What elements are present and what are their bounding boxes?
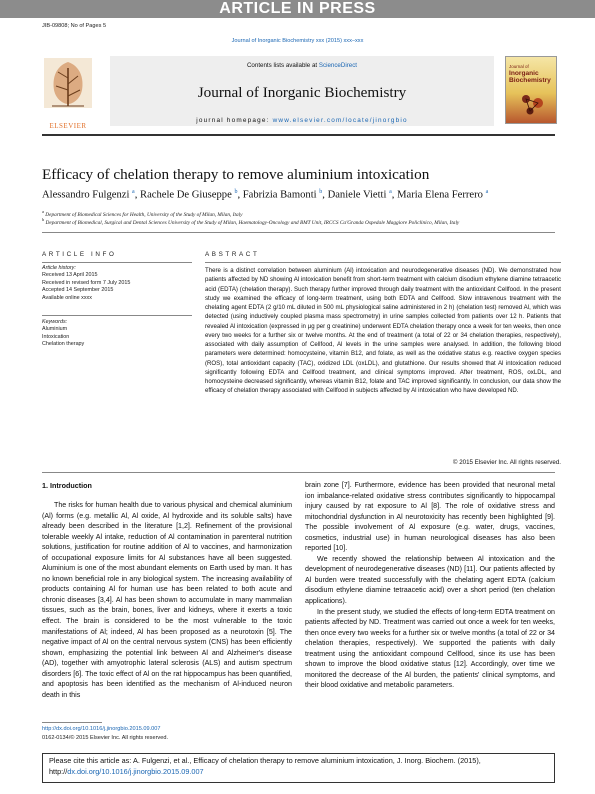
elsevier-logo: [42, 56, 94, 124]
article-id: JIB-09808; No of Pages 5: [42, 23, 107, 29]
affiliation-rule: [42, 232, 555, 233]
homepage-link[interactable]: www.elsevier.com/locate/jinorgbio: [272, 117, 408, 124]
affiliation-marker[interactable]: b: [319, 189, 323, 195]
body-paragraph: brain zone [7]. Furthermore, evidence has been provided that neuronal metal ion imbalance-related oxidative stress contributes significantly to hippocampal injury caused by rat exposure to Al [8]. The role of oxidative stress and mitochondrial dysfunction in Al neurotoxicity has recently been highlighted [9]. The possible involvement of Al exposure (e.g. water, drugs, vaccines, cosmetics, industrial use) in human neurological diseases has also been reported [10].: [305, 481, 555, 553]
body-paragraph: The risks for human health due to various physical and chemical aluminium (Al) forms (e.g. metallic Al, Al oxide, Al hydroxide and its soluble salts) have already been described in the literature [1,2]. Refinement of the provisional tolerable weekly Al intake, reduction of Al contamination in parenteral nutrition solutions, justification for routine addition of Al to vaccines, and harmonization of occupational exposure limits for Al substances have all been suggested. Aluminium is one of the most abundant elements on Earth used by man. It has no known beneficial role in any biological system. The increasing availability of products containing Al for human use has been related to both acute and chronic diseases [3,4]. Al has been shown to accumulate in many mammalian tissues, such as the brain, bones, liver and kidneys, where it exerts a toxic effect. The brain is considered to be the most vulnerable to the toxic manifestations of Al; indeed, Al has been proposed as a neurotoxin [5]. The negative impact of Al on the central nervous system (CNS) has been efficiently shown, emphasizing the potential link between Al and Alzheimer's disease (AD), together with amyotrophic lateral sclerosis (ALS) and autism spectrum disorders [6]. The toxic effect of Al on the rat hippocampus has been quantified, and apoptosis has been identified as the mechanism of Al-induced neuron death in this: [42, 501, 292, 699]
keyword: Chelation therapy: [42, 341, 85, 348]
cover-title-line-1: Journal of: [509, 64, 529, 69]
affiliation-b: $^b$ Department of Biomedical, Surgical and Dental Sciences University of the Study of Milan, Haematology-Oncology and BMT Unit, IRCCS Ca'Granda Ospedale Maggiore Policlinico, Milan, Italy: [42, 217, 460, 226]
body-paragraph: In the present study, we studied the effects of long-term EDTA treatment on patients affected by ND. Treatment was carried out once a week for ten weeks, then once every two weeks for a further six or twelve months (a total of 22 or 34 chelation therapies, respectively). We supported the patients with daily treatment using the antioxidant compound Cellfood, since its use has been shown to improve the blood oxidative status [12]. Accordingly, over time we monitored the decrease of the Al burden, the patients' clinical symptoms, and their blood oxidative and metabolic parameters.: [305, 607, 555, 690]
author-list: Alessandro Fulgenzi $^a$, Rachele De Giuseppe $^b$, Fabrizia Bamonti $^b$, Daniele Vietti $^a$, Maria Elena Ferrero $^a$: [42, 189, 489, 201]
author-name: Daniele Vietti: [327, 189, 387, 201]
history-online: Available online xxxx: [42, 294, 92, 301]
article-title: Efficacy of chelation therapy to remove aluminium intoxication: [42, 166, 430, 183]
author-name: Maria Elena Ferrero: [397, 189, 483, 201]
keywords-block: [42, 319, 192, 349]
journal-homepage: [110, 117, 494, 124]
contents-prefix: Contents lists available at: [246, 62, 319, 69]
article-in-press-banner: ARTICLE IN PRESS: [0, 0, 595, 18]
article-info-heading: ARTICLE INFO: [42, 251, 117, 258]
journal-title: Journal of Inorganic Biochemistry: [197, 84, 407, 101]
keyword: Aluminium: [42, 326, 68, 333]
issn-line: 0162-0134/© 2015 Elsevier Inc. All rights reserved.: [42, 735, 169, 741]
contents-line: [110, 62, 494, 69]
cover-title-line-2: Inorganic: [509, 70, 539, 77]
abstract-bottom-rule: [42, 472, 555, 473]
abstract-heading: ABSTRACT: [205, 251, 260, 258]
history-revised: Received in revised form 7 July 2015: [42, 279, 131, 286]
journal-cover-thumbnail: [505, 56, 557, 124]
body-right-column: [305, 480, 555, 691]
author-name: Rachele De Giuseppe: [140, 189, 232, 201]
sciencedirect-link[interactable]: ScienceDirect: [318, 62, 358, 69]
cite-text: Please cite this article as: A. Fulgenzi, et al., Efficacy of chelation therapy to remove aluminium intoxication, J. Inorg. Biochem. (2015), http://: [49, 756, 481, 776]
affiliation-marker[interactable]: a: [485, 189, 489, 195]
history-accepted: Accepted 14 September 2015: [42, 287, 114, 294]
article-history: [42, 265, 192, 302]
molecule-graphic: [518, 91, 548, 117]
header-rule: [42, 134, 555, 136]
affiliation-a-text: Department of Biomedical Sciences for Health, University of the Study of Milan, Milan, Italy: [45, 211, 243, 218]
section-heading: 1. Introduction: [42, 481, 92, 490]
affiliation-marker[interactable]: a: [132, 189, 135, 195]
affiliation-a: $^a$ Department of Biomedical Sciences for Health, University of the Study of Milan, Milan, Italy: [42, 209, 243, 218]
affiliation-b-text: Department of Biomedical, Surgical and Dental Sciences University of the Study of Milan, Haematology-Oncology and BMT Unit, IRCCS Ca'Granda Ospedale Maggiore Policlinico, Milan, Italy: [45, 219, 460, 226]
keywords-rule: [42, 315, 192, 316]
author-name: Alessandro Fulgenzi: [42, 189, 130, 201]
cover-title: [509, 63, 553, 84]
history-received: Received 13 April 2015: [42, 272, 98, 279]
cite-doi-link[interactable]: dx.doi.org/10.1016/j.jinorgbio.2015.09.007: [67, 766, 204, 776]
elsevier-wordmark: ELSEVIER: [49, 122, 87, 130]
homepage-label: journal homepage:: [196, 117, 273, 124]
body-paragraph: We recently showed the relationship between Al intoxication and the development of neurodegenerative diseases (ND) [11]. Our patients affected by Al burden were treated successfully with the chelating agent EDTA (calcium disodium ethylene diamine tetraacetic acid) over a short period (ten chelation applications).: [305, 554, 555, 606]
article-info-rule: [42, 262, 192, 263]
abstract-text: There is a distinct correlation between aluminium (Al) intoxication and neurodegenerative diseases (ND). We demonstrated how patients affected by ND showing Al intoxication benefit from short-term treatment with calcium disodium ethylene diamine tetraacetic acid (EDTA) (chelation therapy). Such therapy further improved through daily treatment with the antioxidant Cellfood. In the present study we examined the efficacy of long-term treatment, using both EDTA and Cellfood. Slow intravenous treatment with the chelating agent EDTA (2 g/10 mL diluted in 500 mL physiological saline administered in 2 h) (chelation test) removed Al, which was detected (using inductively coupled plasma mass spectrometry) in urine samples collected from patients over 12 h. Patients that revealed Al intoxication (expressed in μg per g creatinine) underwent EDTA chelation therapy once a week for ten weeks, then once every two weeks for a further six or twelve months. At the end of treatment (a total of 22 or 34 chelation therapies, respectively), associated with daily assumption of Cellfood, Al levels in the urine samples were analysed. In addition, the following blood parameters were determined: homocysteine, vitamin B12, and folate, as well as the oxidative status e.g. reactive oxygen species (ROS), total antioxidant capacity (TAC), oxidized LDL (oxLDL), and glutathione. Our results showed that Al intoxication reduced significantly following EDTA and Cellfood treatment, and clinical symptoms improved. After treatment, ROS, oxLDL, and homocysteine decreased significantly, whereas vitamin B12, folate and TAC improved significantly. In conclusion, our data show the efficacy of chelation therapy associated with Cellfood in subjects affected by Al intoxication who have developed ND.: [205, 267, 561, 395]
cite-this-article-box: [42, 753, 555, 783]
journal-citation[interactable]: Journal of Inorganic Biochemistry xxx (2015) xxx–xxx: [231, 38, 364, 44]
abstract-copyright: © 2015 Elsevier Inc. All rights reserved.: [452, 459, 561, 466]
doi-link[interactable]: http://dx.doi.org/10.1016/j.jinorgbio.2015.09.007: [42, 726, 161, 732]
keywords-label: Keywords:: [42, 319, 68, 325]
footnote-rule: [42, 722, 102, 723]
keyword: Intoxication: [42, 333, 70, 340]
history-label: Article history:: [42, 265, 76, 271]
abstract-rule: [205, 262, 561, 263]
author-name: Fabrizia Bamonti: [242, 189, 317, 201]
body-left-column: [42, 500, 292, 700]
affiliation-marker[interactable]: b: [234, 189, 238, 195]
affiliation-marker[interactable]: a: [389, 189, 392, 195]
cover-title-line-3: Biochemistry: [509, 77, 551, 84]
